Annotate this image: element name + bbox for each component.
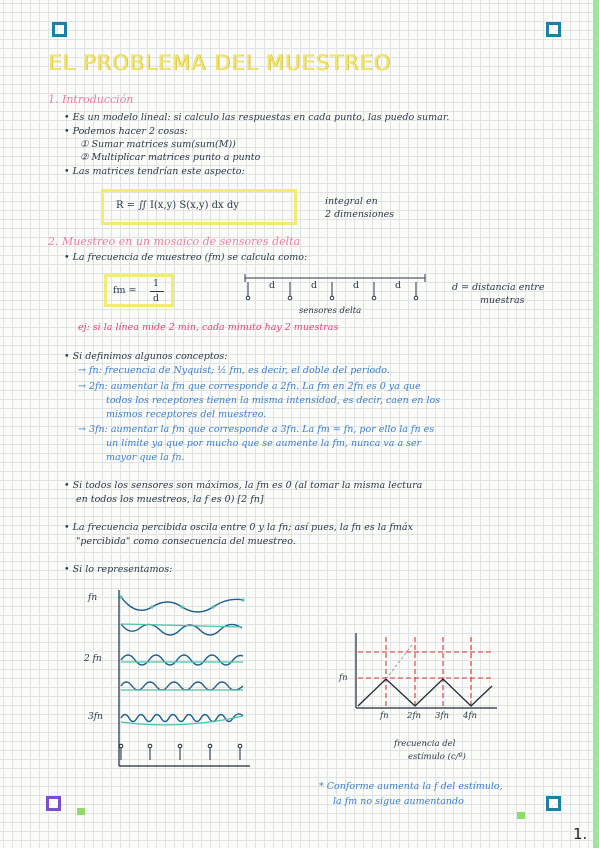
- graph1-label-2fn: 2 fn: [84, 654, 102, 664]
- fm-formula-numerator: 1: [153, 278, 160, 289]
- d-definition-line1: d = distancia entre: [452, 282, 545, 293]
- fm-formula-denominator: d: [153, 293, 160, 304]
- footnote-line1: * Conforme aumenta la f del estímulo,: [319, 781, 503, 792]
- fm-formula-lhs: fm =: [113, 285, 137, 296]
- bullet-two-things: • Podemos hacer 2 cosas:: [64, 126, 188, 137]
- concept-2fn-line1: → 2fn: aumentar la fm que corresponde a 2fn. La fm en 2fn es 0 ya que: [78, 381, 421, 392]
- wave-2fn: [121, 655, 243, 665]
- graph2-x-label: 3fn: [435, 711, 450, 721]
- graph1-label-3fn: 3fn: [88, 712, 103, 722]
- graph1-label-fn: fn: [88, 593, 98, 603]
- graph2-x-label: fn: [380, 711, 389, 721]
- wave-fn: [121, 597, 243, 612]
- option-sum-matrices: ① Sumar matrices sum(sum(M)): [80, 139, 236, 150]
- example-text: ej: si la línea mide 2 min, cada minuto hay 2 muestras: [78, 322, 339, 333]
- d-label: d: [311, 280, 318, 291]
- sampling-positions: [119, 744, 242, 760]
- bullet-max-sensors-line2: en todos los muestreos, la f es 0) [2 fn]: [76, 494, 264, 505]
- bullet-linear-model: • Es un modelo lineal: si calculo las respuestas en cada punto, las puedo sumar.: [64, 112, 450, 123]
- concept-3fn-line1: → 3fn: aumentar la fm que corresponde a 3fn. La fm = fn, por ello la fn es: [78, 424, 435, 435]
- bullet-represent: • Si lo representamos:: [64, 564, 173, 575]
- page-number: 1.: [573, 825, 588, 843]
- d-label: d: [353, 280, 360, 291]
- bullet-concepts: • Si definimos algunos conceptos:: [64, 351, 228, 362]
- wave-row4: [121, 682, 243, 690]
- wave-3fn: [121, 714, 243, 722]
- graph2-y-label: fn: [339, 673, 348, 683]
- integral-formula: R = ∬ I(x,y) S(x,y) dx dy: [116, 200, 239, 211]
- graph2-x-label: 4fn: [463, 711, 478, 721]
- integral-note-line1: integral en: [325, 196, 378, 207]
- d-label: d: [395, 280, 402, 291]
- bullet-perceived-line1: • La frecuencia percibida oscila entre 0 y la fn; así pues, la fn es la fmáx: [64, 522, 413, 533]
- graph2-caption-line2: estímulo (c/º): [408, 752, 466, 762]
- graph2-caption-line1: frecuencia del: [394, 739, 456, 749]
- concept-3fn-line2: un límite ya que por mucho que se aumente la fm, nunca va a ser: [106, 438, 422, 449]
- bullet-perceived-line2: "percibida" como consecuencia del muestreo.: [76, 536, 296, 547]
- integral-note-line2: 2 dimensiones: [325, 209, 395, 220]
- bullet-sampling-frequency: • La frecuencia de muestreo (fm) se calcula como:: [64, 252, 308, 263]
- sensors-delta-label: sensores delta: [299, 306, 362, 316]
- perceived-frequency-line: [358, 679, 492, 706]
- concept-3fn-line3: mayor que la fn.: [106, 452, 185, 463]
- d-label: d: [269, 280, 276, 291]
- concept-2fn-line2: todos los receptores tienen la misma intensidad, es decir, caen en los: [106, 395, 441, 406]
- concept-fn: → fn: frecuencia de Nyquist; ½ fm, es decir, el doble del período.: [78, 365, 390, 376]
- concept-2fn-line3: mismos receptores del muestreo.: [106, 409, 267, 420]
- sample-points-fn: [119, 595, 244, 608]
- option-multiply-matrices: ② Multiplicar matrices punto a punto: [80, 152, 261, 163]
- bullet-max-sensors-line1: • Si todos los sensores son máximos, la fm es 0 (al tomar la misma lectura: [64, 480, 423, 491]
- d-definition-line2: muestras: [480, 295, 525, 306]
- section-heading-sampling: 2. Muestreo en un mosaico de sensores delta: [48, 235, 301, 248]
- footnote-line2: la fm no sigue aumentando: [333, 796, 464, 807]
- bullet-matrix-aspect: • Las matrices tendrían este aspecto:: [64, 166, 245, 177]
- graph2-x-label: 2fn: [407, 711, 422, 721]
- page-title: EL PROBLEMA DEL MUESTREO: [48, 51, 392, 75]
- section-heading-intro: 1. Introducción: [48, 93, 134, 106]
